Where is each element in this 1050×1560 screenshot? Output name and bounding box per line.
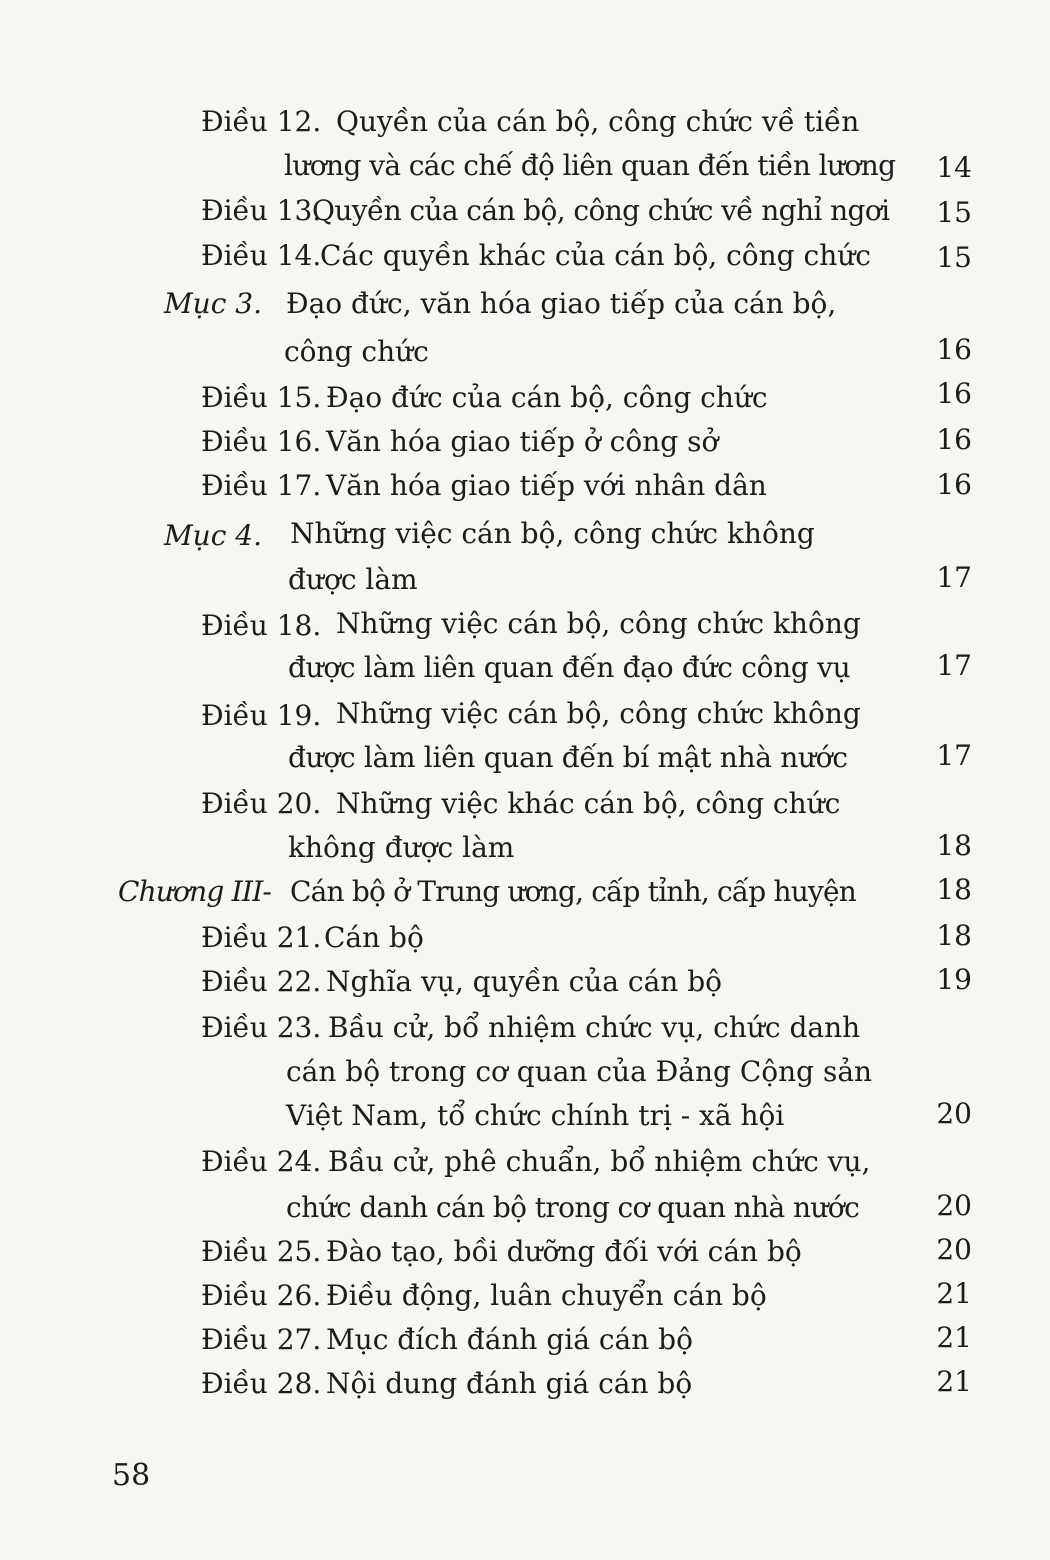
entry-page-number: 21: [936, 1321, 972, 1354]
entry-page-number: 20: [936, 1189, 972, 1222]
entry-page-number: 15: [936, 241, 972, 274]
entry-title-line: Đào tạo, bồi dưỡng đối với cán bộ: [326, 1235, 802, 1268]
entry-page-number: 19: [936, 963, 972, 996]
entry-label: Mục 4.: [164, 519, 262, 552]
entry-title-line: Những việc khác cán bộ, công chức: [336, 787, 841, 820]
entry-page-number: 18: [936, 873, 972, 906]
entry-title-line: cán bộ trong cơ quan của Đảng Cộng sản: [286, 1055, 873, 1088]
entry-title-line: Những việc cán bộ, công chức không: [336, 607, 861, 640]
entry-title-line: được làm liên quan đến đạo đức công vụ: [288, 651, 851, 684]
entry-title-line: Mục đích đánh giá cán bộ: [326, 1323, 693, 1356]
entry-title-line: không được làm: [288, 831, 515, 864]
entry-page-number: 16: [936, 377, 972, 410]
entry-label: Điều 14.: [201, 239, 322, 272]
entry-label: Điều 24.: [201, 1145, 322, 1178]
entry-title-line: Các quyền khác của cán bộ, công chức: [320, 239, 871, 272]
entry-title-line: Nghĩa vụ, quyền của cán bộ: [326, 965, 722, 998]
entry-label: Điều 15.: [201, 381, 322, 414]
entry-label: Điều 12.: [201, 105, 322, 138]
entry-page-number: 16: [936, 468, 972, 501]
entry-title-line: Bầu cử, phê chuẩn, bổ nhiệm chức vụ,: [328, 1145, 871, 1178]
entry-page-number: 21: [936, 1365, 972, 1398]
entry-page-number: 15: [936, 196, 972, 229]
entry-title-line: Quyền của cán bộ, công chức về nghỉ ngơi: [312, 194, 890, 227]
entry-label: Điều 13.: [201, 194, 322, 227]
entry-title-line: Việt Nam, tổ chức chính trị - xã hội: [286, 1099, 785, 1132]
entry-page-number: 14: [936, 151, 972, 184]
entry-label: Điều 18.: [201, 609, 322, 642]
entry-label: Điều 26.: [201, 1279, 322, 1312]
entry-label: Điều 27.: [201, 1323, 322, 1356]
entry-label: Điều 21.: [201, 921, 322, 954]
entry-title-line: Bầu cử, bổ nhiệm chức vụ, chức danh: [328, 1011, 861, 1044]
entry-label: Điều 20.: [201, 787, 322, 820]
entry-title-line: Cán bộ ở Trung ương, cấp tỉnh, cấp huyện: [290, 875, 856, 908]
entry-title-line: chức danh cán bộ trong cơ quan nhà nước: [286, 1191, 860, 1224]
entry-page-number: 16: [936, 333, 972, 366]
entry-page-number: 17: [936, 561, 972, 594]
entry-page-number: 18: [936, 829, 972, 862]
entry-title-line: được làm liên quan đến bí mật nhà nước: [288, 741, 848, 774]
entry-title-line: Những việc cán bộ, công chức không: [336, 697, 861, 730]
entry-title-line: Quyền của cán bộ, công chức về tiền: [336, 105, 860, 138]
entry-label: Điều 19.: [201, 699, 322, 732]
entry-title-line: Những việc cán bộ, công chức không: [290, 517, 815, 550]
entry-title-line: công chức: [284, 335, 429, 368]
entry-title-line: Văn hóa giao tiếp với nhân dân: [326, 469, 767, 502]
entry-title-line: Văn hóa giao tiếp ở công sở: [326, 425, 719, 458]
entry-title-line: Nội dung đánh giá cán bộ: [326, 1367, 693, 1400]
entry-title-line: được làm: [288, 563, 418, 596]
entry-page-number: 16: [936, 423, 972, 456]
entry-title-line: Điều động, luân chuyển cán bộ: [326, 1279, 767, 1312]
entry-page-number: 20: [936, 1233, 972, 1266]
entry-label: Chương III-: [118, 875, 272, 908]
entry-label: Điều 28.: [201, 1367, 322, 1400]
entry-title-line: Cán bộ: [324, 921, 424, 954]
entry-title-line: Đạo đức, văn hóa giao tiếp của cán bộ,: [286, 287, 837, 320]
entry-page-number: 17: [936, 649, 972, 682]
entry-label: Mục 3.: [164, 287, 262, 320]
entry-title-line: lương và các chế độ liên quan đến tiền lương: [284, 149, 896, 182]
entry-title-line: Đạo đức của cán bộ, công chức: [326, 381, 768, 414]
entry-label: Điều 23.: [201, 1011, 322, 1044]
entry-page-number: 20: [936, 1097, 972, 1130]
entry-page-number: 21: [936, 1277, 972, 1310]
entry-label: Điều 16.: [201, 425, 322, 458]
entry-label: Điều 17.: [201, 469, 322, 502]
entry-page-number: 18: [936, 919, 972, 952]
page-number: 58: [112, 1458, 151, 1493]
entry-label: Điều 22.: [201, 965, 322, 998]
entry-page-number: 17: [936, 739, 972, 772]
entry-label: Điều 25.: [201, 1235, 322, 1268]
